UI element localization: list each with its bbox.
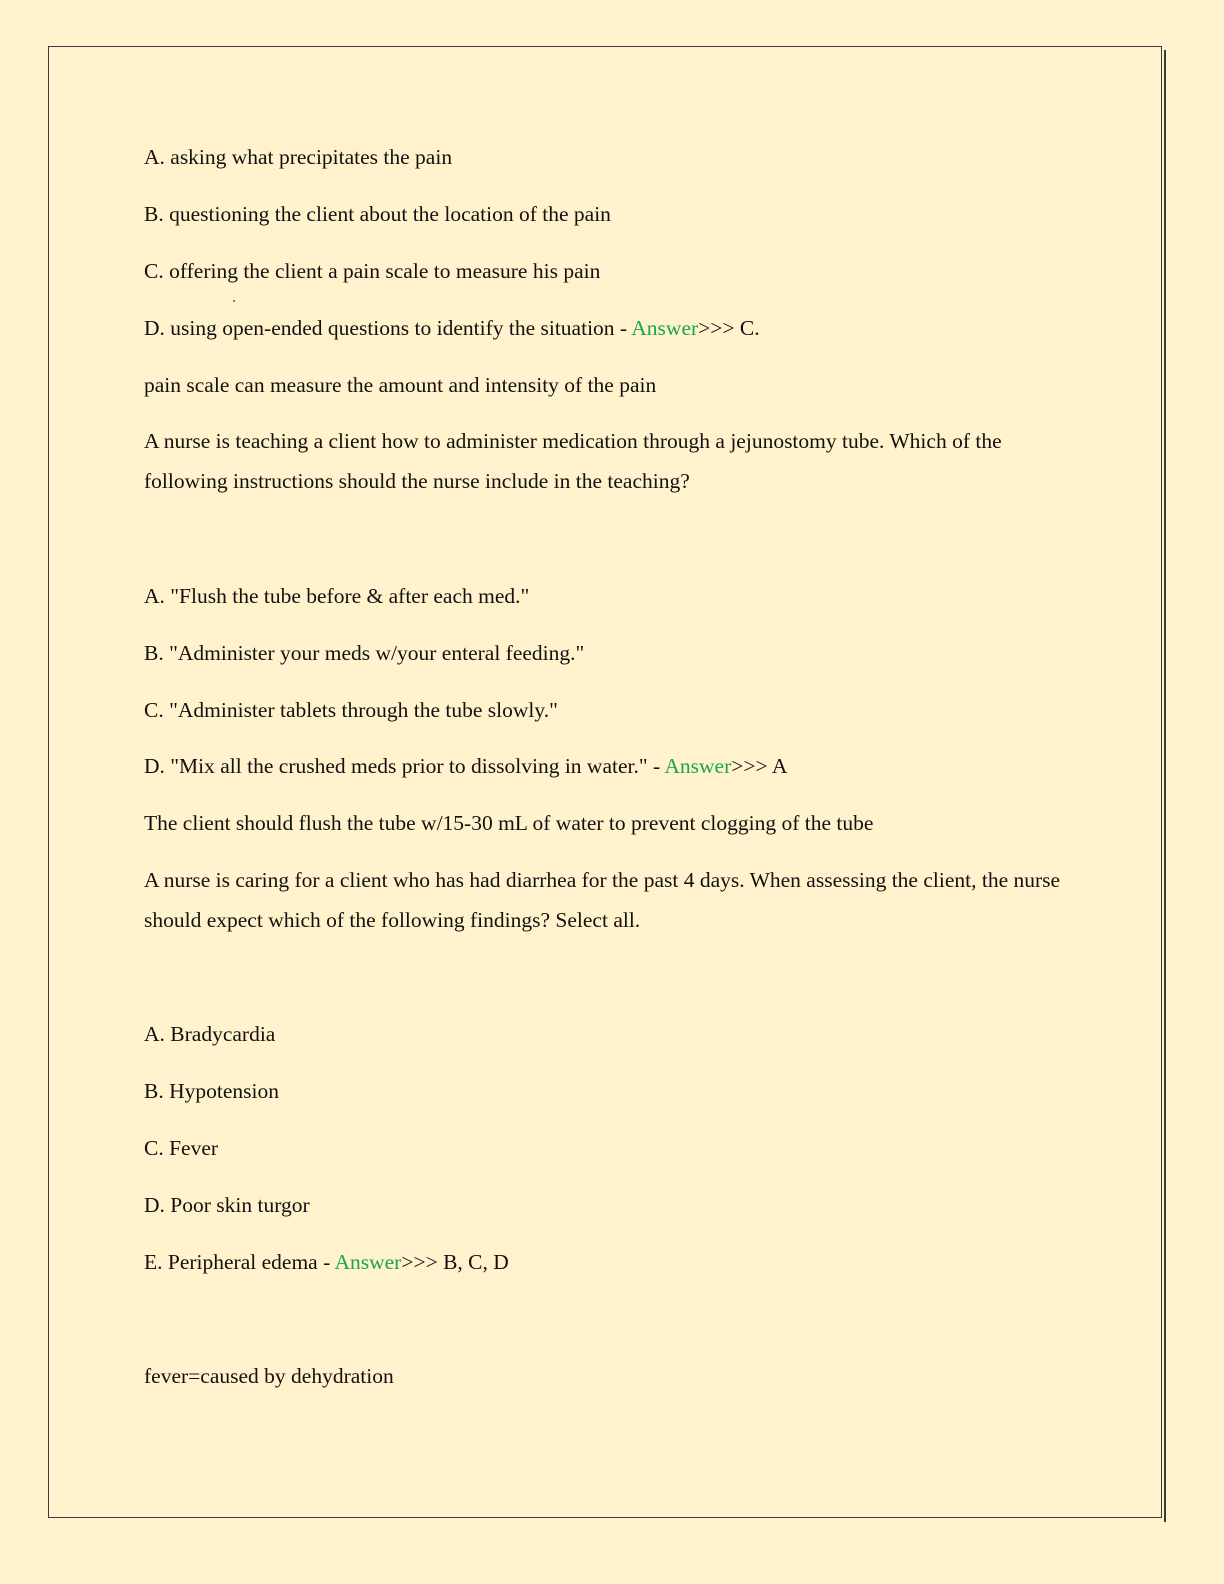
q3-question: A nurse is caring for a client who has had diarrhea for the past 4 days. When assessing the client, the nurse should expect which of the following findings? Select all. bbox=[144, 868, 1061, 932]
q1-option-d-text: D. using open-ended questions to identify the situation - bbox=[144, 316, 628, 340]
q2-option-d-text: D. "Mix all the crushed meds prior to dissolving in water." - bbox=[144, 754, 661, 778]
q3-option-e-text: E. Peripheral edema - bbox=[144, 1250, 331, 1274]
q3-rationale: fever=caused by dehydration bbox=[144, 1364, 394, 1388]
stray-dot bbox=[233, 300, 235, 302]
q2-rationale: The client should flush the tube w/15-30 mL of water to prevent clogging of the tube bbox=[144, 811, 874, 835]
q1-option-a: A. asking what precipitates the pain bbox=[144, 145, 453, 169]
q3-option-a: A. Bradycardia bbox=[144, 1022, 276, 1046]
q3-answer-value: >>> B, C, D bbox=[401, 1250, 509, 1274]
q2-answer-value: >>> A bbox=[731, 754, 788, 778]
q3-option-c: C. Fever bbox=[144, 1136, 219, 1160]
q2-option-a: A. "Flush the tube before & after each med." bbox=[144, 584, 530, 608]
q3-option-e bbox=[144, 1242, 509, 1282]
q3-option-d: D. Poor skin turgor bbox=[144, 1193, 310, 1217]
q2-question: A nurse is teaching a client how to administer medication through a jejunostomy tube. Which of the following instructions should the nurse include in the teaching? bbox=[144, 429, 1002, 493]
q1-option-b: B. questioning the client about the location of the pain bbox=[144, 202, 611, 226]
q1-rationale: pain scale can measure the amount and intensity of the pain bbox=[144, 373, 657, 397]
page-border-right-edge bbox=[1164, 50, 1166, 1522]
q3-answer-label: Answer bbox=[334, 1250, 402, 1274]
q1-answer-label: Answer bbox=[631, 316, 699, 340]
q2-option-b: B. "Administer your meds w/your enteral feeding." bbox=[144, 641, 585, 665]
q1-answer-value: >>> C. bbox=[698, 316, 760, 340]
q3-option-b: B. Hypotension bbox=[144, 1079, 279, 1103]
q2-option-d bbox=[144, 746, 787, 786]
q2-answer-label: Answer bbox=[664, 754, 732, 778]
q2-option-c: C. "Administer tablets through the tube slowly." bbox=[144, 698, 558, 722]
q1-option-d bbox=[144, 308, 760, 348]
q1-option-c: C. offering the client a pain scale to measure his pain bbox=[144, 259, 601, 283]
